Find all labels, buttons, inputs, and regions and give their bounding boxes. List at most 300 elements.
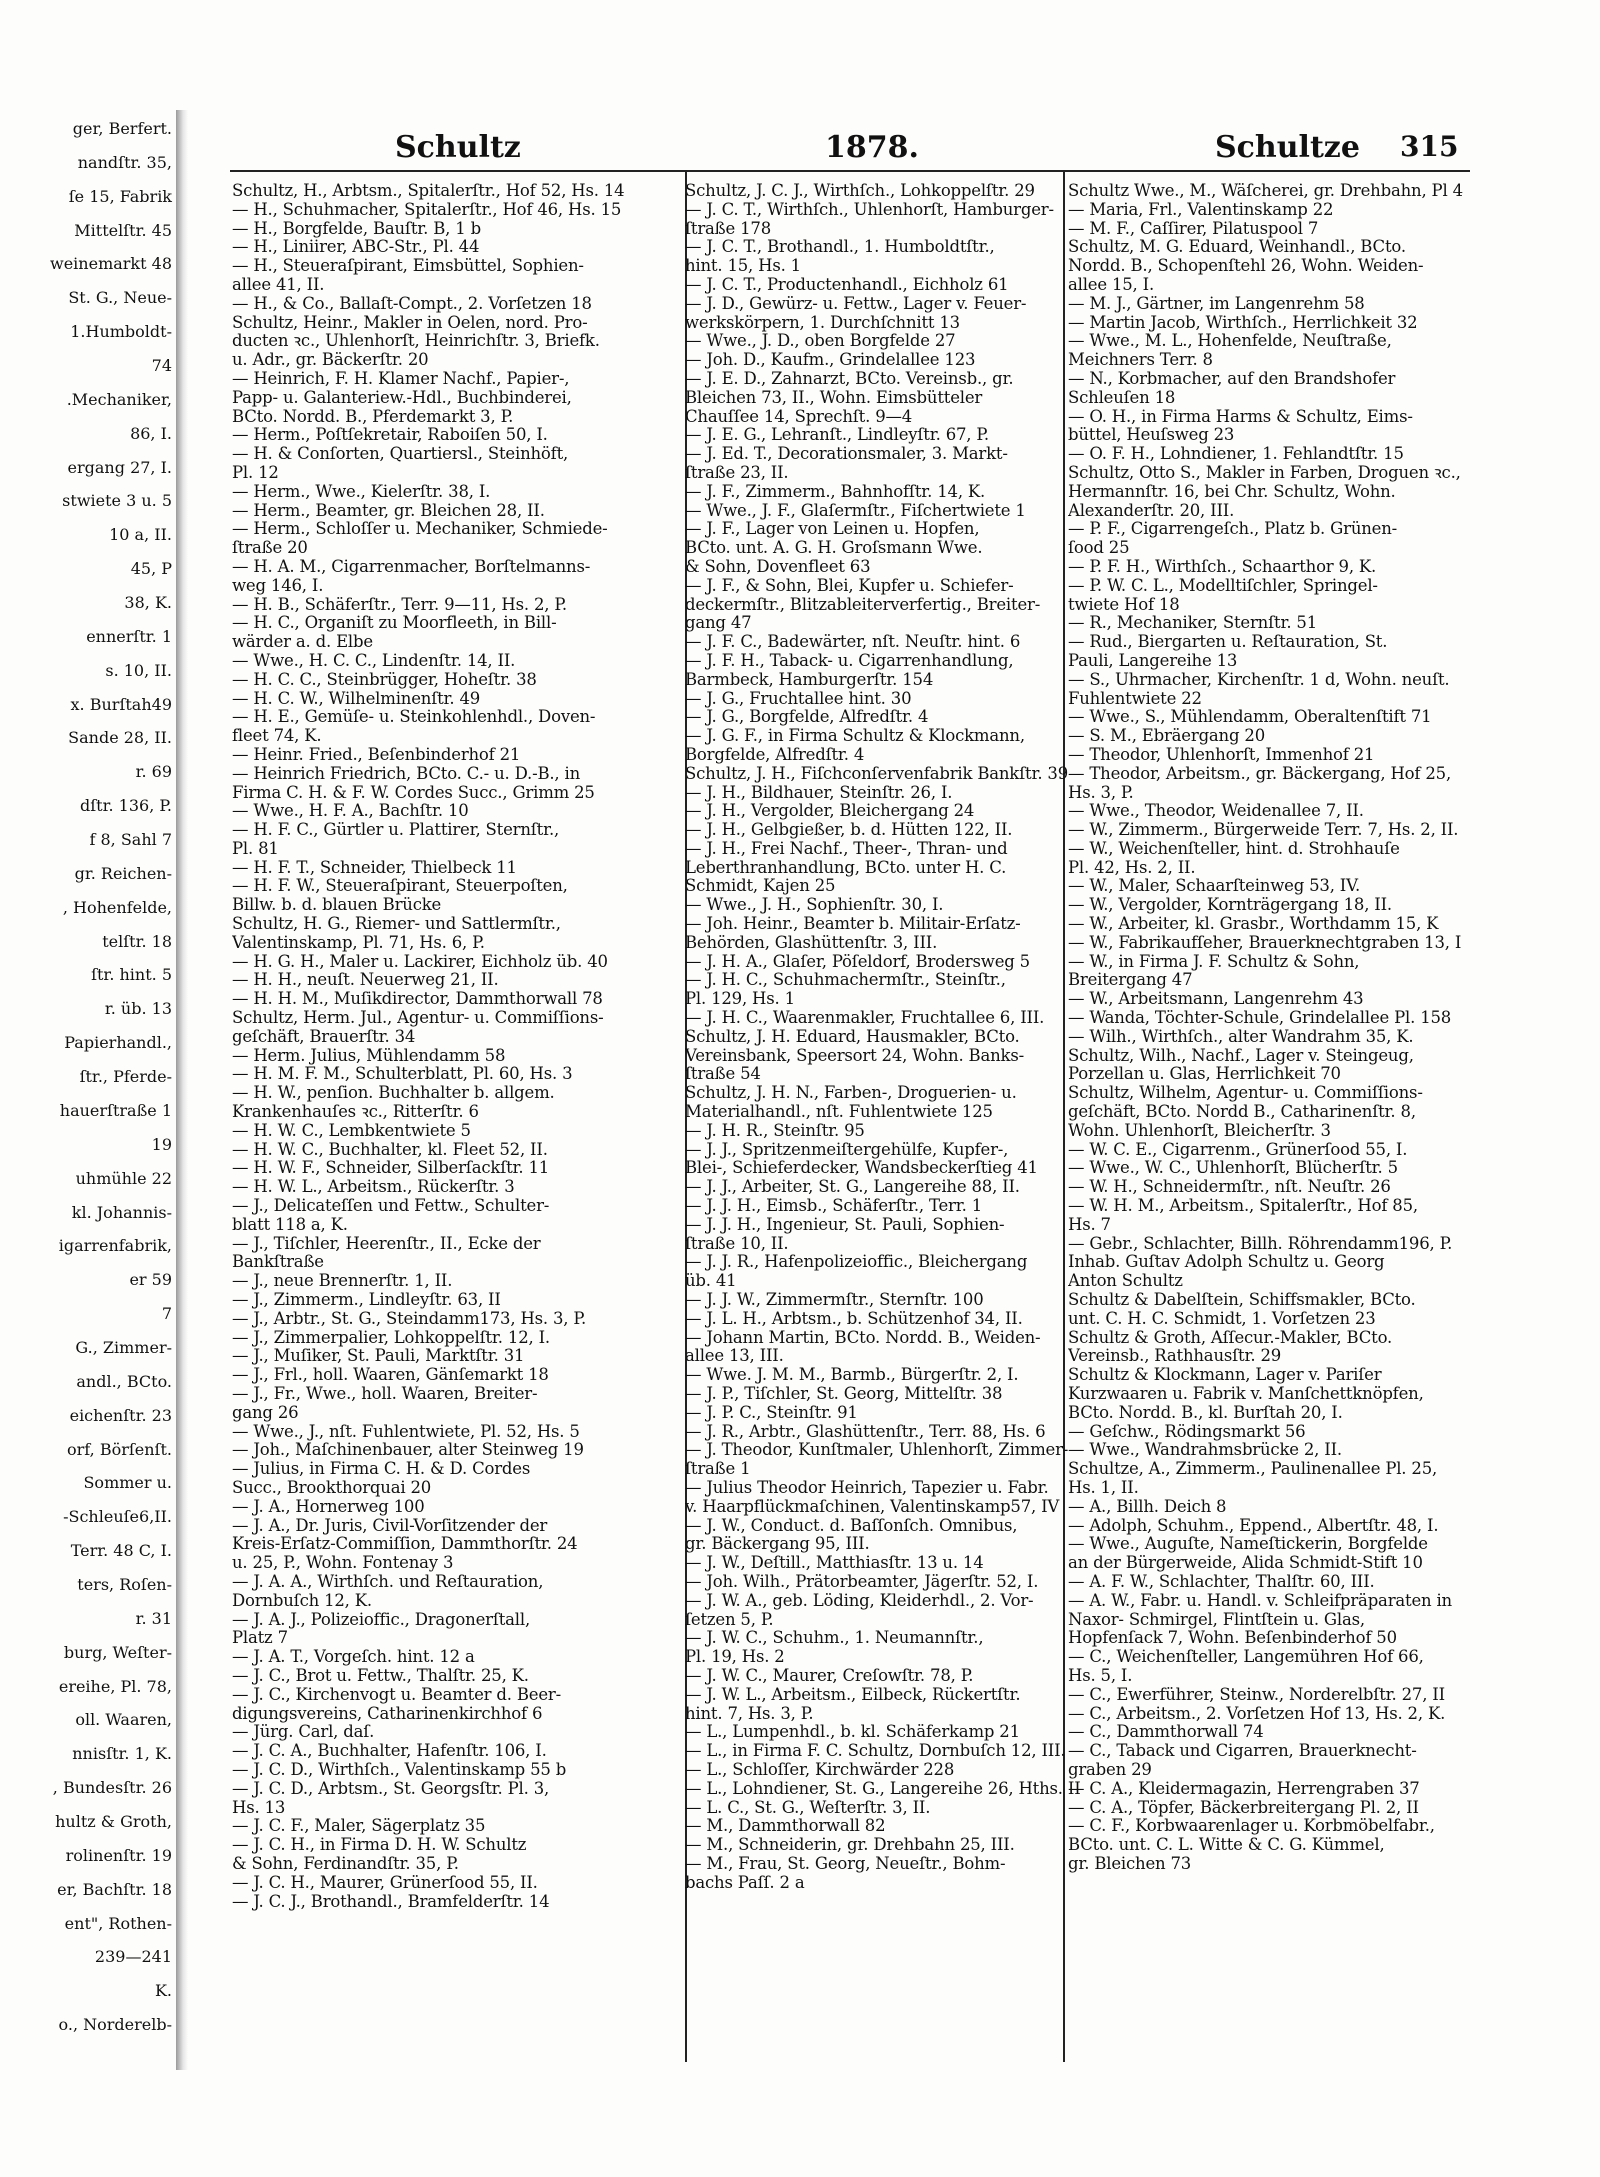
directory-entry-line: twiete Hof 18: [1068, 595, 1180, 614]
directory-entry-line: gr. Bleichen 73: [1068, 1854, 1192, 1873]
directory-entry-line: — Joh. D., Kaufm., Grindelallee 123: [685, 351, 976, 370]
directory-entry-line: — Theodor, Arbeitsm., gr. Bäckergang, Hof 25,: [1068, 764, 1451, 783]
previous-page-fragment: 86, I.: [130, 423, 172, 443]
directory-entry-line: — Maria, Frl., Valentinskamp 22: [1068, 200, 1334, 219]
previous-page-fragment: , Hohenfelde,: [62, 897, 172, 917]
directory-entry-line: — J. H., Gelbgießer, b. d. Hütten 122, II.: [685, 821, 1013, 840]
previous-page-fragment: f 8, Sahl 7: [89, 830, 172, 850]
directory-entry-line: Vereinsbank, Speersort 24, Wohn. Banks-: [685, 1046, 1024, 1065]
directory-entry-line: Schultz & Groth, Aſſecur.-Makler, BCto.: [1068, 1328, 1393, 1347]
directory-entry-line: — Geſchw., Rödingsmarkt 56: [1068, 1422, 1306, 1441]
directory-entry-line: — J. W. C., Schuhm., 1. Neumannſtr.,: [685, 1629, 984, 1648]
directory-entry-line: Chauſſee 14, Sprechſt. 9—4: [685, 407, 913, 426]
directory-entry-line: u. 25, P., Wohn. Fontenay 3: [232, 1554, 454, 1573]
directory-entry-line: Kurzwaaren u. Fabrik v. Manſchettknöpfen,: [1068, 1385, 1424, 1403]
directory-entry-line: — Heinrich Friedrich, BCto. C.- u. D.-B., in: [232, 764, 581, 783]
directory-entry-line: allee 41, II.: [232, 275, 325, 294]
directory-entry-line: — J. F., & Sohn, Blei, Kupfer u. Schiefer-: [685, 576, 1014, 595]
directory-entry-line: — W., Arbeiter, kl. Grasbr., Worthdamm 15, K: [1068, 915, 1439, 934]
directory-entry-line: — J. H. C., Schuhmachermſtr., Steinſtr.,: [685, 971, 1006, 990]
directory-entry-line: ſtraße 20: [232, 539, 308, 558]
directory-entry-line: — P. W. C. L., Modelltiſchler, Springel-: [1068, 576, 1378, 595]
directory-entry-line: — Wwe., W. C., Uhlenhorſt, Blücherſtr. 5: [1068, 1159, 1398, 1178]
previous-page-fragment: orf, Börſenſt.: [67, 1439, 172, 1459]
directory-page: [190, 110, 1470, 2070]
directory-entry-line: — H. A. M., Cigarrenmacher, Borſtelmanns-: [232, 557, 591, 576]
directory-entry-line: — S. M., Ebräergang 20: [1068, 727, 1265, 746]
directory-entry-line: — Johann Martin, BCto. Nordd. B., Weiden-: [685, 1328, 1041, 1347]
directory-entry-line: & Sohn, Ferdinandſtr. 35, P.: [232, 1854, 459, 1873]
directory-entry-line: — H. F. C., Gürtler u. Plattirer, Sternſtr.,: [232, 821, 560, 840]
directory-entry-line: — H. E., Gemüſe- u. Steinkohlenhdl., Doven-: [232, 708, 596, 727]
previous-page-fragment: weinemarkt 48: [50, 254, 172, 274]
directory-entry-line: — S., Uhrmacher, Kirchenſtr. 1 d, Wohn. neuſt.: [1068, 670, 1450, 689]
directory-entry-line: — J. J., Arbeiter, St. G., Langereihe 88, II.: [685, 1178, 1020, 1197]
directory-entry-line: — Herm., Schloſſer u. Mechaniker, Schmiede-: [232, 520, 608, 539]
directory-entry-line: — Wwe., M. L., Hohenfelde, Neuſtraße,: [1068, 332, 1392, 351]
directory-entry-line: — P. F. H., Wirthſch., Schaarthor 9, K.: [1068, 557, 1377, 576]
directory-entry-line: — J., Zimmerpalier, Lohkoppelſtr. 12, I.: [232, 1328, 550, 1347]
previous-page-fragment: Terr. 48 C, I.: [70, 1541, 172, 1561]
directory-entry-line: — J. C. H., in Firma D. H. W. Schultz: [232, 1836, 527, 1855]
directory-entry-line: blatt 118 a, K.: [232, 1215, 348, 1234]
previous-page-fragment: ger, Berfert.: [72, 120, 172, 138]
directory-entry-line: — J. G. F., in Firma Schultz & Klockmann,: [685, 727, 1025, 746]
directory-entry-line: gang 47: [685, 614, 752, 633]
directory-entry-line: — H. W. C., Buchhalter, kl. Fleet 52, II.: [232, 1140, 548, 1159]
directory-entry-line: — J., Tiſchler, Heerenſtr., II., Ecke der: [232, 1234, 541, 1253]
directory-entry-line: ſtraße 1: [685, 1460, 751, 1479]
directory-entry-line: allee 13, III.: [685, 1347, 784, 1366]
directory-entry-line: — W. H., Schneidermſtr., nſt. Neuſtr. 26: [1068, 1178, 1391, 1197]
directory-entry-line: Pl. 19, Hs. 2: [685, 1648, 785, 1667]
previous-page-fragment: ent", Rothen-: [64, 1913, 172, 1933]
previous-page-fragment: uhmühle 22: [75, 1168, 172, 1188]
previous-page-fragment: r. üb. 13: [104, 999, 172, 1019]
directory-entry-line: — J., Muſiker, St. Pauli, Marktſtr. 31: [232, 1347, 525, 1366]
directory-entry-line: — W., Maler, Schaarſteinweg 53, IV.: [1068, 877, 1361, 896]
directory-entry-line: — J. Ed. T., Decorationsmaler, 3. Markt-: [685, 445, 1008, 464]
directory-entry-line: — J. A. A., Wirthſch. und Reſtauration,: [232, 1572, 544, 1591]
directory-entry-line: — Adolph, Schuhm., Eppend., Albertſtr. 48, I.: [1068, 1516, 1439, 1535]
directory-entry-line: — J. C. T., Productenhandl., Eichholz 61: [685, 275, 1009, 294]
directory-entry-line: Alexanderſtr. 20, III.: [1068, 501, 1235, 520]
previous-page-fragment: 10 a, II.: [109, 525, 172, 545]
directory-entry-line: — J. F. C., Badewärter, nſt. Neuſtr. hint. 6: [685, 633, 1021, 652]
directory-entry-line: Hs. 5, I.: [1068, 1666, 1133, 1685]
directory-entry-line: — Herm., Beamter, gr. Bleichen 28, II.: [232, 501, 545, 520]
directory-entry-line: Schultz, J. H. N., Farben-, Droguerien- u.: [685, 1084, 1017, 1103]
directory-entry-line: Firma C. H. & F. W. Cordes Succ., Grimm 25: [232, 783, 595, 802]
directory-entry-line: — Heinr. Fried., Beſenbinderhof 21: [232, 745, 521, 764]
directory-entry-line: — C. A., Kleidermagazin, Herrengraben 37: [1068, 1779, 1420, 1798]
previous-page-fragment: andl., BCto.: [76, 1371, 172, 1391]
directory-entry-line: — N., Korbmacher, auf den Brandshofer: [1068, 369, 1396, 388]
previous-page-fragment: 239—241: [94, 1947, 172, 1967]
directory-entry-line: — Wwe., H. C. C., Lindenſtr. 14, II.: [232, 651, 516, 670]
directory-entry-line: — H. W. C., Lembkentwiete 5: [232, 1121, 471, 1140]
previous-page-fragment: ſtr. hint. 5: [91, 965, 172, 985]
directory-entry-line: Barmbeck, Hamburgerſtr. 154: [685, 670, 934, 689]
directory-entry-line: unt. C. H. C. Schmidt, 1. Vorſetzen 23: [1068, 1309, 1376, 1328]
year-heading: 1878.: [825, 130, 919, 165]
directory-entry-line: — J. J. W., Zimmermſtr., Sternſtr. 100: [685, 1291, 984, 1310]
previous-page-fragment: ſtr., Pferde-: [79, 1067, 172, 1087]
directory-entry-line: — M., Dammthorwall 82: [685, 1817, 886, 1836]
directory-entry-line: — J., neue Brennerſtr. 1, II.: [232, 1272, 453, 1291]
directory-column-2: [685, 182, 1105, 1893]
directory-entry-line: Schultz & Dabelſtein, Schiffsmakler, BCto.: [1068, 1291, 1416, 1310]
directory-entry-line: — M. F., Caſſirer, Pilatuspool 7: [1068, 219, 1319, 238]
directory-entry-line: — H., Steueraſpirant, Eimsbüttel, Sophien-: [232, 257, 584, 276]
previous-page-fragment: .Mechaniker,: [66, 389, 172, 409]
directory-entry-line: Breitergang 47: [1068, 971, 1193, 990]
directory-entry-line: — Wwe., J. F., Glaſermſtr., Fiſchertwiete 1: [685, 501, 1026, 520]
previous-page-edge: [0, 120, 176, 2070]
directory-entry-line: & Sohn, Dovenfleet 63: [685, 557, 871, 576]
directory-entry-line: — H. F. T., Schneider, Thielbeck 11: [232, 858, 517, 877]
directory-entry-line: Behörden, Glashüttenſtr. 3, III.: [685, 933, 938, 952]
previous-page-fragment: igarrenfabrik,: [58, 1236, 172, 1256]
directory-entry-line: — Theodor, Uhlenhorſt, Immenhof 21: [1068, 745, 1375, 764]
directory-entry-line: BCto. Nordd. B., Pferdemarkt 3, P.: [232, 407, 514, 426]
directory-entry-line: — Martin Jacob, Wirthſch., Herrlichkeit 32: [1068, 313, 1418, 332]
directory-entry-line: — J. W., Conduct. d. Baſſonſch. Omnibus,: [685, 1516, 1018, 1535]
header-rule: [230, 170, 1470, 172]
directory-entry-line: Papp- u. Galanteriew.-Hdl., Buchbinderei,: [232, 388, 572, 407]
directory-entry-line: digungsvereins, Catharinenkirchhof 6: [232, 1704, 543, 1723]
directory-entry-line: — J. W. A., geb. Löding, Kleiderhdl., 2. Vor-: [685, 1591, 1034, 1610]
directory-entry-line: — Joh. Wilh., Prätorbeamter, Jägerſtr. 52, I.: [685, 1572, 1039, 1591]
directory-entry-line: — C. A., Töpfer, Bäckerbreitergang Pl. 2, II: [1068, 1798, 1419, 1817]
directory-entry-line: — C., Ewerführer, Steinw., Norderelbſtr. 27, II: [1068, 1685, 1445, 1704]
directory-entry-line: — M. J., Gärtner, im Langenrehm 58: [1068, 294, 1365, 313]
previous-page-fragment: x. Burſtah49: [70, 694, 172, 714]
directory-entry-line: Schultz, Otto S., Makler in Farben, Droguen ꝛc.,: [1068, 463, 1461, 482]
previous-page-fragment: o., Norderelb-: [58, 2015, 172, 2035]
directory-entry-line: Succ., Brookthorquai 20: [232, 1478, 432, 1497]
directory-entry-line: — Joh., Maſchinenbauer, alter Steinweg 19: [232, 1441, 584, 1460]
directory-entry-line: Valentinskamp, Pl. 71, Hs. 6, P.: [232, 933, 485, 952]
previous-page-fragment: gr. Reichen-: [74, 863, 172, 883]
directory-entry-line: — H. W., penſion. Buchhalter b. allgem.: [232, 1084, 555, 1103]
directory-entry-line: — J. C. H., Maurer, Grünerſood 55, II.: [232, 1873, 538, 1892]
directory-entry-line: — L., Lohndiener, St. G., Langereihe 26, Hths. II: [685, 1779, 1081, 1798]
previous-page-fragment: St. G., Neue-: [68, 288, 172, 308]
directory-entry-line: Kreis-Erſatz-Commiſſion, Dammthorſtr. 24: [232, 1535, 578, 1554]
directory-entry-line: — Gebr., Schlachter, Billh. Röhrendamm196, P.: [1068, 1234, 1453, 1253]
directory-entry-line: gr. Bäckergang 95, III.: [685, 1535, 870, 1554]
directory-entry-line: Fuhlentwiete 22: [1068, 689, 1202, 708]
directory-entry-line: — Wwe., Theodor, Weidenallee 7, II.: [1068, 802, 1364, 821]
previous-page-fragment: kl. Johannis-: [71, 1202, 172, 1222]
directory-entry-line: ſood 25: [1068, 539, 1130, 558]
directory-entry-line: — Wwe. J. M. M., Barmb., Bürgerſtr. 2, I.: [685, 1366, 1019, 1385]
directory-entry-line: — H. M. F. M., Schulterblatt, Pl. 60, Hs. 3: [232, 1065, 573, 1084]
previous-page-fragment: G., Zimmer-: [75, 1337, 172, 1357]
directory-entry-line: wärder a. d. Elbe: [232, 633, 373, 652]
previous-page-fragment: ergang 27, I.: [67, 457, 172, 477]
directory-entry-line: — J. C. D., Arbtsm., St. Georgsſtr. Pl. 3,: [232, 1779, 550, 1798]
directory-entry-line: Porzellan u. Glas, Herrlichkeit 70: [1068, 1065, 1341, 1084]
directory-entry-line: geſchäft, Brauerſtr. 34: [232, 1027, 416, 1046]
previous-page-fragment: burg, Weſter-: [63, 1642, 172, 1662]
directory-entry-line: — J. L. H., Arbtsm., b. Schützenhof 34, II.: [685, 1309, 1023, 1328]
book-gutter: [176, 110, 188, 2070]
directory-entry-line: Schultz, M. G. Eduard, Weinhandl., BCto.: [1068, 238, 1406, 257]
directory-entry-line: Schmidt, Kajen 25: [685, 877, 836, 896]
directory-entry-line: — H. G. H., Maler u. Lackirer, Eichholz üb. 40: [232, 952, 608, 971]
directory-entry-line: Schultz, Wilh., Nachf., Lager v. Steingeug,: [1068, 1046, 1414, 1065]
previous-page-fragment: ereihe, Pl. 78,: [58, 1676, 172, 1696]
directory-entry-line: hint. 15, Hs. 1: [685, 257, 801, 276]
directory-entry-line: — Herm. Julius, Mühlendamm 58: [232, 1046, 506, 1065]
directory-entry-line: — J. C. J., Brothandl., Bramfelderſtr. 14: [232, 1892, 550, 1911]
directory-entry-line: — Wwe., J. H., Sophienſtr. 30, I.: [685, 896, 944, 915]
directory-entry-line: — Heinrich, F. H. Klamer Nachf., Papier-,: [232, 369, 570, 388]
directory-entry-line: allee 15, I.: [1068, 275, 1155, 294]
directory-entry-line: — Wwe., H. F. A., Bachſtr. 10: [232, 802, 469, 821]
previous-page-fragment: 7: [161, 1304, 172, 1324]
directory-entry-line: — J., Delicateſſen und Fettw., Schulter-: [232, 1197, 550, 1216]
directory-entry-line: — A., Billh. Deich 8: [1068, 1497, 1227, 1516]
directory-entry-line: Dornbuſch 12, K.: [232, 1591, 372, 1610]
directory-entry-line: Hs. 13: [232, 1798, 286, 1817]
directory-entry-line: geſchäft, BCto. Nordd B., Catharinenſtr. 8,: [1068, 1103, 1416, 1122]
directory-entry-line: — J. H. R., Steinſtr. 95: [685, 1121, 865, 1140]
directory-entry-line: — Wwe., Wandrahmsbrücke 2, II.: [1068, 1441, 1342, 1460]
directory-entry-line: Meichners Terr. 8: [1068, 351, 1213, 370]
directory-entry-line: — J. C. A., Buchhalter, Hafenſtr. 106, I.: [232, 1742, 547, 1761]
directory-entry-line: — Julius Theodor Heinrich, Tapezier u. Fabr.: [685, 1478, 1049, 1497]
directory-entry-line: Naxor- Schmirgel, Flintſtein u. Glas,: [1068, 1610, 1365, 1629]
directory-entry-line: — W. H. M., Arbeitsm., Spitalerſtr., Hof 85,: [1068, 1197, 1418, 1216]
previous-page-fragment: nnisſtr. 1, K.: [72, 1744, 172, 1764]
directory-entry-line: — J. P., Tiſchler, St. Georg, Mittelſtr. 38: [685, 1385, 1003, 1403]
directory-entry-line: — J. W. L., Arbeitsm., Eilbeck, Rückertſtr.: [685, 1685, 1021, 1704]
directory-entry-line: Platz 7: [232, 1629, 288, 1648]
directory-entry-line: Anton Schultz: [1068, 1272, 1183, 1291]
directory-entry-line: weg 146, I.: [232, 576, 324, 595]
directory-entry-line: BCto. unt. A. G. H. Groſsmann Wwe.: [685, 539, 983, 558]
directory-entry-line: ducten ꝛc., Uhlenhorſt, Heinrichſtr. 3, Briefk.: [232, 332, 600, 351]
directory-entry-line: Schultze, A., Zimmerm., Paulinenallee Pl. 25,: [1068, 1460, 1438, 1479]
directory-entry-line: — W., Zimmerm., Bürgerweide Terr. 7, Hs. 2, II.: [1068, 821, 1459, 840]
directory-entry-line: BCto. unt. C. L. Witte & C. G. Kümmel,: [1068, 1836, 1385, 1855]
directory-entry-line: Hs. 7: [1068, 1215, 1111, 1234]
directory-entry-line: — O. H., in Firma Harms & Schultz, Eims-: [1068, 407, 1413, 426]
directory-entry-line: — H., Schuhmacher, Spitalerſtr., Hof 46, Hs. 15: [232, 200, 622, 219]
directory-entry-line: Schultz, Herm. Jul., Agentur- u. Commiſſions-: [232, 1009, 604, 1028]
directory-entry-line: — W., Vergolder, Kornträgergang 18, II.: [1068, 896, 1392, 915]
directory-entry-line: Schultz, Wilhelm, Agentur- u. Commiſſions-: [1068, 1084, 1423, 1103]
previous-page-fragment: ſe 15, Fabrik: [68, 186, 172, 206]
directory-entry-line: — J. J., Spritzenmeiſtergehülfe, Kupfer-,: [685, 1140, 1009, 1159]
directory-column-3: [1068, 182, 1478, 1874]
directory-entry-line: — W., in Firma J. F. Schultz & Sohn,: [1068, 952, 1360, 971]
directory-entry-line: graben 29: [1068, 1760, 1152, 1779]
previous-page-fragment: er, Bachſtr. 18: [57, 1879, 172, 1899]
directory-entry-line: — J. E. D., Zahnarzt, BCto. Vereinsb., gr.: [685, 369, 1014, 388]
directory-entry-line: — J. F. H., Taback- u. Cigarrenhandlung,: [685, 651, 1014, 670]
directory-entry-line: Inhab. Guſtav Adolph Schultz u. Georg: [1068, 1253, 1385, 1272]
directory-entry-line: — J. C. T., Wirthſch., Uhlenhorſt, Hamburger-: [685, 200, 1054, 219]
directory-entry-line: — J. D., Gewürz- u. Fettw., Lager v. Feuer-: [685, 294, 1027, 313]
directory-entry-line: — H. H., neuſt. Neuerweg 21, II.: [232, 971, 499, 990]
directory-entry-line: — J. A. T., Vorgeſch. hint. 12 a: [232, 1648, 475, 1667]
directory-entry-line: — A. F. W., Schlachter, Thalſtr. 60, III.: [1068, 1572, 1375, 1591]
directory-entry-line: — J. C. D., Wirthſch., Valentinskamp 55 b: [232, 1760, 567, 1779]
previous-page-fragment: Sande 28, II.: [68, 728, 172, 748]
directory-entry-line: Blei-, Schieferdecker, Wandsbeckerſtieg 41: [685, 1159, 1038, 1178]
directory-entry-line: — J. Theodor, Kunſtmaler, Uhlenhorſt, Zimmer-: [685, 1441, 1069, 1460]
directory-entry-line: — J. C., Kirchenvogt u. Beamter d. Beer-: [232, 1685, 561, 1704]
directory-entry-line: — Julius, in Firma C. H. & D. Cordes: [232, 1460, 531, 1479]
previous-page-fragment: hauerſtraße 1: [59, 1100, 172, 1120]
directory-entry-line: — H. F. W., Steueraſpirant, Steuerpoſten,: [232, 877, 568, 896]
directory-entry-line: ſtraße 54: [685, 1065, 761, 1084]
page-number: 315: [1400, 130, 1459, 163]
directory-entry-line: — J. F., Lager von Leinen u. Hopfen,: [685, 520, 980, 539]
directory-entry-line: Schultz, Heinr., Makler in Oelen, nord. Pro-: [232, 313, 588, 332]
directory-entry-line: — M., Frau, St. Georg, Neueſtr., Bohm-: [685, 1854, 1006, 1873]
directory-entry-line: — W., Weichenſteller, hint. d. Strohhauſe: [1068, 839, 1400, 858]
previous-page-fragment: stwiete 3 u. 5: [62, 491, 172, 511]
directory-entry-line: an der Bürgerweide, Alida Schmidt-Stift 10: [1068, 1554, 1423, 1573]
previous-page-fragment: , Bundesſtr. 26: [52, 1778, 172, 1798]
previous-page-fragment: r. 31: [135, 1608, 172, 1628]
directory-entry-line: ſtraße 23, II.: [685, 463, 789, 482]
directory-entry-line: — J. H., Bildhauer, Steinſtr. 26, I.: [685, 783, 953, 802]
directory-entry-line: fleet 74, K.: [232, 727, 322, 746]
directory-entry-line: — Joh. Heinr., Beamter b. Militair-Erſatz-: [685, 915, 1021, 934]
directory-entry-line: — J. J. H., Ingenieur, St. Pauli, Sophien-: [685, 1215, 1005, 1234]
directory-entry-line: Schultz, H. G., Riemer- und Sattlermſtr.,: [232, 915, 561, 934]
directory-entry-line: — H., Borgfelde, Bauſtr. B, 1 b: [232, 219, 481, 238]
directory-entry-line: — C., Arbeitsm., 2. Vorſetzen Hof 13, Hs. 2, K.: [1068, 1704, 1446, 1723]
directory-entry-line: — W., Arbeitsmann, Langenrehm 43: [1068, 990, 1364, 1009]
directory-entry-line: Schultz Wwe., M., Wäſcherei, gr. Drehbahn, Pl 4: [1068, 182, 1463, 200]
directory-entry-line: hint. 7, Hs. 3, P.: [685, 1704, 814, 1723]
directory-entry-line: Schultz, J. H., Fiſchconſervenfabrik Bankſtr. 39: [685, 764, 1069, 783]
directory-entry-line: üb. 41: [685, 1272, 737, 1291]
directory-entry-line: Borgfelde, Alfredſtr. 4: [685, 745, 865, 764]
directory-entry-line: — J., Frl., holl. Waaren, Gänſemarkt 18: [232, 1366, 549, 1385]
directory-entry-line: — C., Weichenſteller, Langemühren Hof 66,: [1068, 1648, 1424, 1667]
directory-entry-line: — J. A., Dr. Juris, Civil-Vorſitzender der: [232, 1516, 548, 1535]
directory-entry-line: Hs. 1, II.: [1068, 1478, 1139, 1497]
previous-page-fragment: rolinenſtr. 19: [65, 1845, 172, 1865]
directory-entry-line: — J., Arbtr., St. G., Steindamm173, Hs. 3, P.: [232, 1309, 586, 1328]
directory-entry-line: — J. G., Borgfelde, Alfredſtr. 4: [685, 708, 929, 727]
previous-page-fragment: Papierhandl.,: [64, 1033, 172, 1053]
directory-entry-line: — H. C. C., Steinbrügger, Hoheſtr. 38: [232, 670, 537, 689]
directory-entry-line: — J. A., Hornerweg 100: [232, 1497, 425, 1516]
directory-entry-line: — J. C. T., Brothandl., 1. Humboldtſtr.,: [685, 238, 995, 257]
directory-entry-line: u. Adr., gr. Bäckerſtr. 20: [232, 351, 429, 370]
directory-entry-line: Hs. 3, P.: [1068, 783, 1134, 802]
directory-entry-line: Materialhandl., nſt. Fuhlentwiete 125: [685, 1103, 993, 1122]
directory-entry-line: — J. C. F., Maler, Sägerplatz 35: [232, 1817, 486, 1836]
previous-page-fragment: 45, P: [130, 559, 172, 579]
directory-entry-line: — H. H. M., Muſikdirector, Dammthorwall 78: [232, 990, 603, 1009]
directory-entry-line: — R., Mechaniker, Sternſtr. 51: [1068, 614, 1318, 633]
directory-entry-line: — C. F., Korbwaarenlager u. Korbmöbelfabr.,: [1068, 1817, 1435, 1836]
previous-page-fragment: hultz & Groth,: [55, 1811, 172, 1831]
previous-page-fragment: -Schleuſe6,II.: [63, 1507, 172, 1527]
directory-entry-line: ſetzen 5, P.: [685, 1610, 774, 1629]
directory-entry-line: — L., Schloſſer, Kirchwärder 228: [685, 1760, 955, 1779]
directory-entry-line: — Wwe., J. D., oben Borgfelde 27: [685, 332, 956, 351]
previous-page-fragment: s. 10, II.: [105, 660, 172, 680]
previous-page-fragment: 38, K.: [124, 593, 172, 613]
directory-entry-line: Wohn. Uhlenhorſt, Bleicherſtr. 3: [1068, 1121, 1331, 1140]
directory-entry-line: — Wanda, Töchter-Schule, Grindelallee Pl. 158: [1068, 1009, 1452, 1028]
directory-entry-line: — W. C. E., Cigarrenm., Grünerſood 55, I.: [1068, 1140, 1408, 1159]
directory-entry-line: Schultz, H., Arbtsm., Spitalerſtr., Hof 52, Hs. 14: [232, 182, 625, 200]
previous-page-fragment: dſtr. 136, P.: [80, 796, 172, 816]
directory-entry-line: — H. C. W., Wilhelminenſtr. 49: [232, 689, 481, 708]
directory-entry-line: werkskörpern, 1. Durchſchnitt 13: [685, 313, 960, 332]
directory-entry-line: Schultz, J. C. J., Wirthſch., Lohkoppelſtr. 29: [685, 182, 1035, 200]
directory-entry-line: Pauli, Langereihe 13: [1068, 651, 1238, 670]
directory-entry-line: BCto. Nordd. B., kl. Burſtah 20, I.: [1068, 1403, 1343, 1422]
directory-column-1: [232, 182, 712, 1911]
directory-entry-line: — L., Lumpenhdl., b. kl. Schäferkamp 21: [685, 1723, 1020, 1742]
directory-entry-line: — H. W. F., Schneider, Silberſackſtr. 11: [232, 1159, 550, 1178]
directory-entry-line: — J. R., Arbtr., Glashüttenſtr., Terr. 88, Hs. 6: [685, 1422, 1046, 1441]
directory-entry-line: — O. F. H., Lohndiener, 1. Fehlandtſtr. 15: [1068, 445, 1404, 464]
directory-entry-line: — Herm., Poſtſekretair, Raboiſen 50, I.: [232, 426, 548, 445]
previous-page-fragment: eichenſtr. 23: [69, 1405, 172, 1425]
directory-entry-line: v. Haarpflückmaſchinen, Valentinskamp57, IV: [685, 1497, 1060, 1516]
directory-entry-line: — Herm., Wwe., Kielerſtr. 38, I.: [232, 482, 491, 501]
directory-entry-line: Schultz & Klockmann, Lager v. Pariſer: [1068, 1366, 1382, 1385]
directory-entry-line: Pl. 81: [232, 839, 279, 858]
directory-entry-line: ſtraße 178: [685, 219, 771, 238]
directory-entry-line: — L., in Firma F. C. Schultz, Dornbuſch 12, III.: [685, 1742, 1066, 1761]
directory-entry-line: Hermannſtr. 16, bei Chr. Schultz, Wohn.: [1068, 482, 1396, 501]
directory-entry-line: Pl. 129, Hs. 1: [685, 990, 795, 1009]
directory-entry-line: — Wilh., Wirthſch., alter Wandrahm 35, K.: [1068, 1027, 1414, 1046]
previous-page-fragment: r. 69: [135, 762, 172, 782]
directory-entry-line: Schultz, J. H. Eduard, Hausmakler, BCto.: [685, 1027, 1020, 1046]
directory-entry-line: — J., Fr., Wwe., holl. Waaren, Breiter-: [232, 1385, 538, 1403]
directory-entry-line: — M., Schneiderin, gr. Drehbahn 25, III.: [685, 1836, 1015, 1855]
previous-page-fragment: er 59: [129, 1270, 172, 1290]
directory-entry-line: — H. & Conſorten, Quartiersl., Steinhöft,: [232, 445, 569, 464]
directory-entry-line: — J. H., Frei Nachf., Theer-, Thran- und: [685, 839, 1008, 858]
directory-entry-line: — A. W., Fabr. u. Handl. v. Schleifpräparaten in: [1068, 1591, 1452, 1610]
directory-entry-line: Leberthranhandlung, BCto. unter H. C.: [685, 858, 1007, 877]
directory-entry-line: Bleichen 73, II., Wohn. Eimsbütteler: [685, 388, 983, 407]
running-head-left: Schultz: [395, 130, 521, 165]
directory-entry-line: bachs Paſſ. 2 a: [685, 1873, 805, 1892]
directory-entry-line: — H. C., Organiſt zu Moorfleeth, in Bill-: [232, 614, 557, 633]
directory-entry-line: — Wwe., S., Mühlendamm, Oberaltenſtift 71: [1068, 708, 1432, 727]
directory-entry-line: — Wwe., Auguſte, Nameſtickerin, Borgfelde: [1068, 1535, 1428, 1554]
directory-entry-line: Vereinsb., Rathhausſtr. 29: [1068, 1347, 1282, 1366]
previous-page-fragment: ennerſtr. 1: [86, 626, 172, 646]
directory-entry-line: — J. W., Deſtill., Matthiasſtr. 13 u. 14: [685, 1554, 984, 1573]
directory-entry-line: Nordd. B., Schopenſtehl 26, Wohn. Weiden-: [1068, 257, 1424, 276]
directory-entry-line: — J. H. A., Glaſer, Pöſeldorf, Brodersweg 5: [685, 952, 1030, 971]
directory-entry-line: Billw. b. d. blauen Brücke: [232, 896, 442, 915]
directory-entry-line: büttel, Heuſsweg 23: [1068, 426, 1235, 445]
directory-entry-line: — Wwe., J., nſt. Fuhlentwiete, Pl. 52, Hs. 5: [232, 1422, 580, 1441]
directory-entry-line: — J. E. G., Lehranſt., Lindleyſtr. 67, P.: [685, 426, 989, 445]
directory-entry-line: — J. W. C., Maurer, Creſowſtr. 78, P.: [685, 1666, 974, 1685]
